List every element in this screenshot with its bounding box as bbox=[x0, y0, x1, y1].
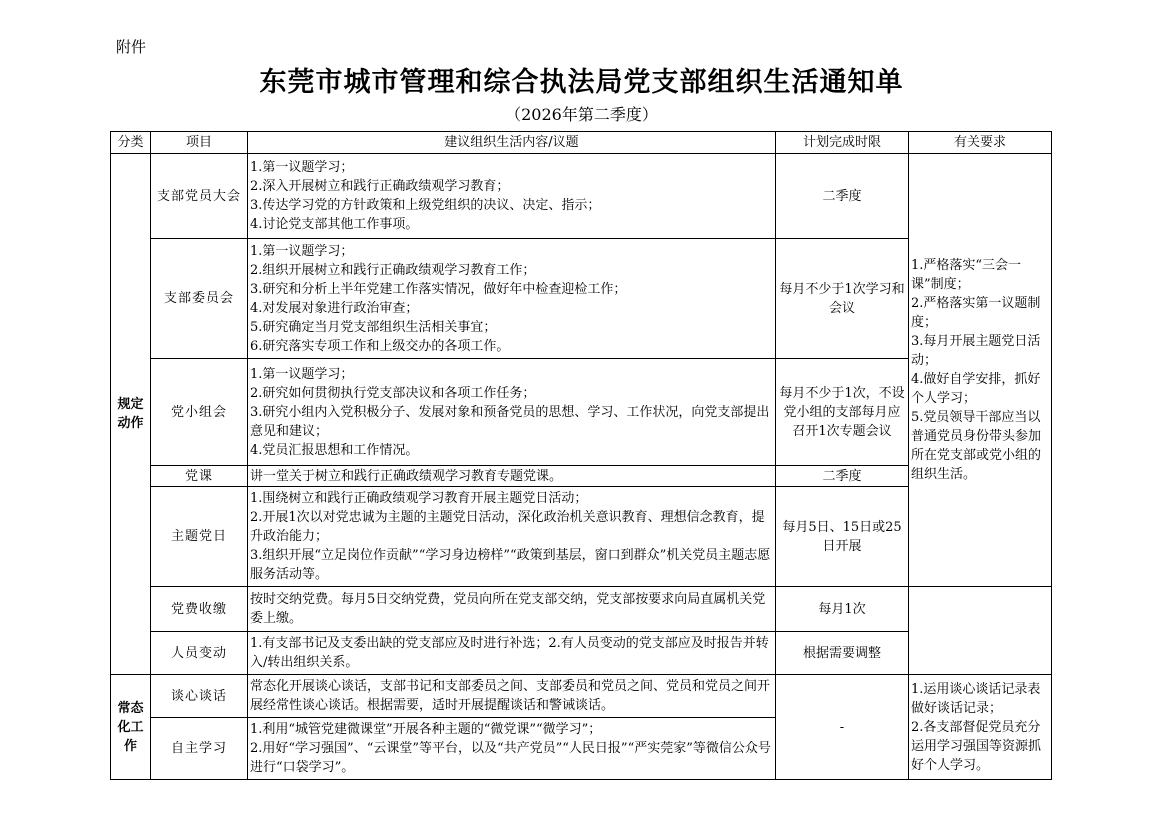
requirements-empty-cell bbox=[909, 587, 1052, 675]
requirement-line: 2.严格落实第一议题制度； bbox=[911, 296, 1041, 330]
requirement-line: 1.运用谈心谈话记录表做好谈话记录； bbox=[911, 681, 1041, 716]
content-line: 4.讨论党支部其他工作事项。 bbox=[250, 217, 419, 232]
content-cell bbox=[248, 675, 776, 718]
project-cell: 党费收缴 bbox=[151, 587, 248, 632]
column-header-requirements: 有关要求 bbox=[909, 132, 1052, 154]
column-header-deadline: 计划完成时限 bbox=[776, 132, 909, 154]
category-normal: 常态化工作 bbox=[111, 675, 151, 780]
content-line: 1.有支部书记及支委出缺的党支部应及时进行补选；2.有人员变动的党支部应及时报告并转入/转出组织关系。 bbox=[250, 636, 769, 670]
content-line: 1.第一议题学习； bbox=[250, 243, 354, 259]
category-regular: 规定动作 bbox=[111, 154, 151, 675]
content-line: 常态化开展谈心谈话，支部书记和支部委员之间、支部委员和党员之间、党员和党员之间开展经常性谈心谈话。根据需要，适时开展提醒谈话和警诫谈话。 bbox=[250, 679, 771, 713]
content-line: 3.组织开展“立足岗位作贡献”“学习身边榜样”“政策到基层，窗口到群众”机关党员主题志愿服务活动等。 bbox=[250, 548, 771, 582]
content-cell bbox=[248, 359, 776, 466]
content-line: 讲一堂关于树立和践行正确政绩观学习教育专题党课。 bbox=[250, 468, 563, 484]
content-line: 按时交纳党费。每月5日交纳党费，党员向所在党支部交纳，党支部按要求向局直属机关党委上缴。 bbox=[250, 592, 766, 626]
requirement-line: 3.每月开展主题党日活动； bbox=[911, 334, 1041, 368]
requirement-line: 2.各支部督促党员充分运用学习强国等资源抓好个人学习。 bbox=[911, 719, 1042, 773]
deadline-cell: 二季度 bbox=[776, 466, 909, 487]
table-row bbox=[111, 154, 1052, 239]
content-line: 2.开展1次以对党忠诚为主题的主题党日活动，深化政治机关意识教育、理想信念教育，提升政治能力； bbox=[250, 510, 765, 544]
document-subtitle: （2026年第二季度） bbox=[505, 105, 658, 124]
requirement-line: 5.党员领导干部应当以普通党员身份带头参加所在党支部或党小组的组织生活。 bbox=[911, 410, 1042, 482]
content-line: 3.研究和分析上半年党建工作落实情况，做好年中检查迎检工作； bbox=[250, 281, 627, 297]
project-cell: 党课 bbox=[151, 466, 248, 487]
content-cell bbox=[248, 718, 776, 780]
content-cell bbox=[248, 239, 776, 359]
column-header-content: 建议组织生活内容/议题 bbox=[248, 132, 776, 154]
requirements-normal-cell bbox=[909, 675, 1052, 780]
deadline-cell: 根据需要调整 bbox=[776, 632, 909, 675]
table-row bbox=[111, 587, 1052, 632]
column-header-category: 分类 bbox=[111, 132, 151, 154]
content-line: 2.组织开展树立和践行正确政绩观学习教育工作； bbox=[250, 262, 536, 278]
requirement-line: 4.做好自学安排，抓好个人学习； bbox=[911, 372, 1041, 406]
content-cell bbox=[248, 632, 776, 675]
content-line: 1.利用“城管党建微课堂”开展各种主题的“微党课”“微学习”； bbox=[250, 722, 602, 737]
deadline-cell: 每月5日、15日或25日开展 bbox=[776, 487, 909, 587]
notice-table bbox=[110, 131, 1052, 780]
requirements-regular-cell bbox=[909, 154, 1052, 587]
content-cell bbox=[248, 466, 776, 487]
deadline-cell: 二季度 bbox=[776, 154, 909, 239]
content-line: 3.研究小组内入党积极分子、发展对象和预备党员的思想、学习、工作状况，向党支部提出意见和建议； bbox=[250, 404, 770, 439]
content-line: 1.第一议题学习； bbox=[250, 160, 354, 175]
table-row bbox=[111, 675, 1052, 718]
content-cell bbox=[248, 487, 776, 587]
content-line: 4.党员汇报思想和工作情况。 bbox=[250, 442, 419, 458]
table-header-row bbox=[111, 132, 1052, 154]
content-line: 2.研究如何贯彻执行党支部决议和各项工作任务； bbox=[250, 385, 536, 401]
document-title: 东莞市城市管理和综合执法局党支部组织生活通知单 bbox=[259, 67, 904, 98]
content-line: 3.传达学习党的方针政策和上级党组织的决议、决定、指示； bbox=[250, 198, 601, 213]
deadline-cell: - bbox=[776, 675, 909, 780]
content-line: 2.用好“学习强国”、“云课堂”等平台，以及“共产党员”“人民日报”“严实莞家”等微信公众号进行“口袋学习”。 bbox=[250, 741, 771, 775]
content-line: 1.第一议题学习； bbox=[250, 366, 354, 382]
project-cell: 支部党员大会 bbox=[151, 154, 248, 239]
project-cell: 谈心谈话 bbox=[151, 675, 248, 718]
content-line: 2.深入开展树立和践行正确政绩观学习教育； bbox=[250, 179, 510, 194]
content-line: 4.对发展对象进行政治审查； bbox=[250, 300, 419, 316]
deadline-cell: 每月不少于1次，不设党小组的支部每月应召开1次专题会议 bbox=[776, 359, 909, 466]
content-cell bbox=[248, 154, 776, 239]
deadline-cell: 每月1次 bbox=[776, 587, 909, 632]
requirement-line: 1.严格落实“三会一课”制度； bbox=[911, 258, 1022, 292]
project-cell: 党小组会 bbox=[151, 359, 248, 466]
project-cell: 支部委员会 bbox=[151, 239, 248, 359]
deadline-cell: 每月不少于1次学习和会议 bbox=[776, 239, 909, 359]
project-cell: 人员变动 bbox=[151, 632, 248, 675]
project-cell: 自主学习 bbox=[151, 718, 248, 780]
content-line: 6.研究落实专项工作和上级交办的各项工作。 bbox=[250, 338, 510, 354]
column-header-project: 项目 bbox=[151, 132, 248, 154]
content-line: 1.围绕树立和践行正确政绩观学习教育开展主题党日活动； bbox=[250, 491, 588, 506]
content-line: 5.研究确定当月党支部组织生活相关事宜； bbox=[250, 319, 497, 335]
content-cell bbox=[248, 587, 776, 632]
project-cell: 主题党日 bbox=[151, 487, 248, 587]
attachment-label: 附件 bbox=[116, 38, 147, 56]
